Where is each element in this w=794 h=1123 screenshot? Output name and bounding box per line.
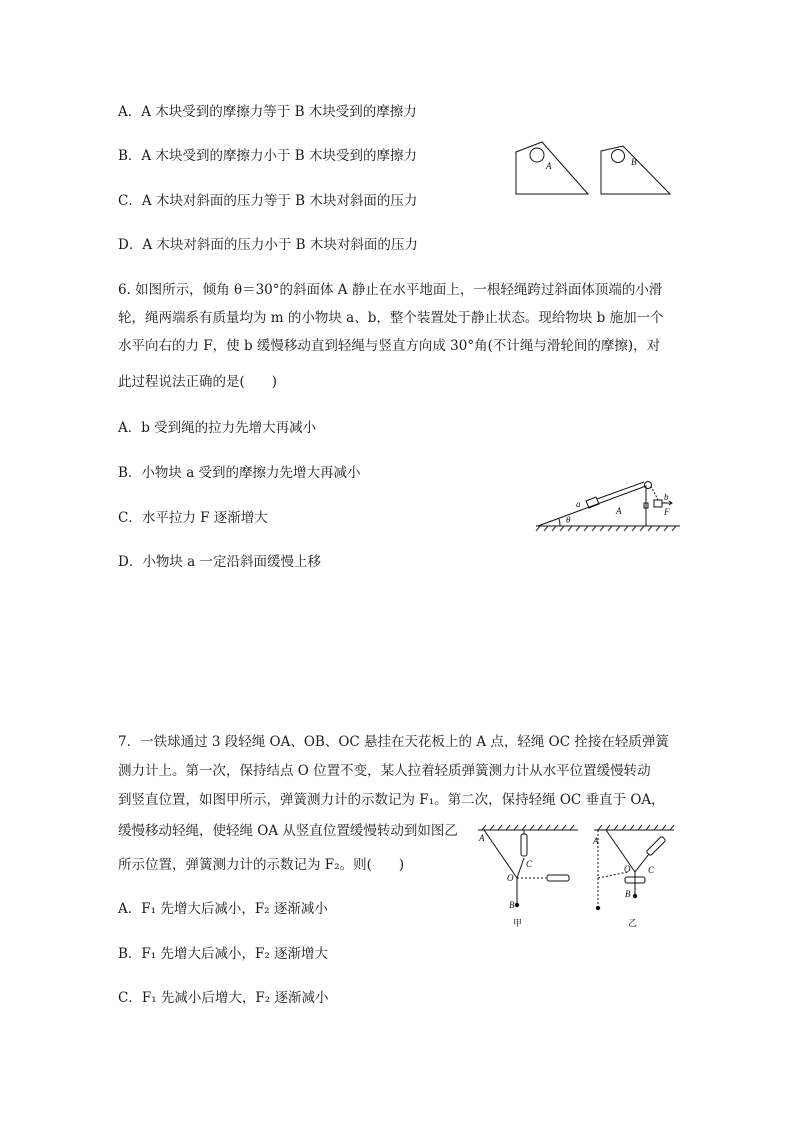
q6-pulley — [645, 482, 652, 489]
q7-yi-ball — [633, 894, 637, 898]
q7-option-a: A．F₁ 先增大后减小，F₂ 逐渐减小 — [118, 901, 328, 917]
q6-option-c: C．水平拉力 F 逐渐增大 — [118, 510, 268, 526]
q6-stem-2: 轮，绳两端系有质量均为 m 的小物块 a、b，整个装置处于静止状态。现给物块 b 施加一个 — [118, 310, 664, 326]
q7-yi-label-O: O — [624, 864, 631, 874]
q5-incline-right — [601, 146, 670, 194]
q5-figure — [512, 138, 676, 198]
q7-stem-3: 到竖直位置，如图甲所示，弹簧测力计的示数记为 F₁。第二次，保持轻绳 OC 垂直于 OA， — [118, 792, 665, 808]
q7-jia-spring-horizontal — [547, 875, 569, 881]
q5-incline-left — [516, 142, 588, 194]
q7-jia-ceiling-hatch — [482, 825, 574, 830]
q7-jia-label-O: O — [507, 873, 514, 883]
q7-stem-2: 测力计上。第一次，保持结点 O 位置不变，某人拉着轻质弹簧测力计从水平位置缓慢转动 — [118, 763, 651, 779]
q7-jia-rope-oc — [517, 858, 524, 878]
q7-option-b: B．F₁ 先增大后减小，F₂ 逐渐增大 — [118, 946, 329, 962]
q6-rope-a — [597, 482, 644, 499]
q7-yi-label-B: B — [625, 889, 631, 899]
q6-label-A: A — [616, 506, 622, 516]
q5-ball-left — [530, 148, 544, 162]
q7-jia-rope-oa — [484, 830, 517, 878]
q6-incline — [538, 486, 646, 526]
q5-option-a: A．A 木块受到的摩擦力等于 B 木块受到的摩擦力 — [118, 104, 417, 120]
q7-yi-rope-oc — [635, 854, 649, 872]
q7-jia-label-A: A — [479, 833, 485, 843]
q7-jia-caption: 甲 — [513, 919, 523, 929]
q6-ground-hatch — [536, 526, 676, 531]
q6-stem-4: 此过程说法正确的是( ) — [118, 374, 278, 390]
q6-figure — [534, 474, 684, 532]
q7-jia-label-C: C — [526, 859, 533, 869]
q6-label-F: F — [664, 507, 670, 517]
q6-stem-1: 6. 如图所示，倾角 θ＝30°的斜面体 A 静止在水平地面上，一根轻绳跨过斜面体顶端的小滑 — [118, 282, 663, 298]
q7-jia-label-B: B — [509, 900, 515, 910]
q6-angle-arc — [559, 519, 560, 526]
q7-jia-ball — [515, 903, 519, 907]
q7-stem-1: 7．一铁球通过 3 段轻绳 OA、OB、OC 悬挂在天花板上的 A 点，轻绳 OC 拴接在轻质弹簧 — [118, 734, 669, 750]
q7-stem-5: 所示位置，弹簧测力计的示数记为 F₂。则( ) — [118, 857, 405, 873]
q7-yi-ball-ghost — [596, 906, 600, 910]
q6-label-a: a — [576, 499, 581, 509]
q6-label-theta: θ — [566, 515, 571, 525]
q7-jia-spring-vertical — [521, 834, 527, 856]
q5-option-b: B．A 木块受到的摩擦力小于 B 木块受到的摩擦力 — [118, 148, 417, 164]
q6-label-b: b — [664, 492, 669, 502]
q5-ball-right — [612, 150, 625, 163]
q7-yi-caption: 乙 — [628, 919, 638, 929]
q6-rope-b — [651, 486, 658, 500]
q6-stem-3: 水平向右的力 F，使 b 缓慢移动直到轻绳与竖直方向成 30°角(不计绳与滑轮间的摩擦)，对 — [118, 338, 661, 354]
q7-yi-label-C: C — [648, 865, 655, 875]
q7-figure-jia — [474, 822, 586, 932]
q6-option-a: A．b 受到绳的拉力先增大再减小 — [118, 420, 317, 436]
q5-label-b: B — [631, 157, 637, 167]
q6-block-b — [654, 500, 662, 507]
q7-yi-ceiling-hatch — [598, 825, 674, 830]
q7-yi-label-A: A — [593, 836, 599, 846]
q7-figure-yi — [590, 822, 680, 932]
q5-label-a: A — [546, 161, 552, 171]
q7-stem-4: 缓慢移动轻绳，使轻绳 OA 从竖直位置缓慢转动到如图乙 — [118, 823, 458, 839]
q5-option-c: C．A 木块对斜面的压力等于 B 木块对斜面的压力 — [118, 193, 418, 209]
q7-yi-rope-oa — [606, 830, 635, 872]
q6-option-d: D．小物块 a 一定沿斜面缓慢上移 — [118, 554, 321, 570]
q7-option-c: C．F₁ 先减小后增大，F₂ 逐渐减小 — [118, 990, 329, 1006]
q7-yi-spring-upper — [646, 836, 666, 856]
q6-option-b: B．小物块 a 受到的摩擦力先增大再减小 — [118, 465, 361, 481]
q5-option-d: D．A 木块对斜面的压力小于 B 木块对斜面的压力 — [118, 237, 418, 253]
